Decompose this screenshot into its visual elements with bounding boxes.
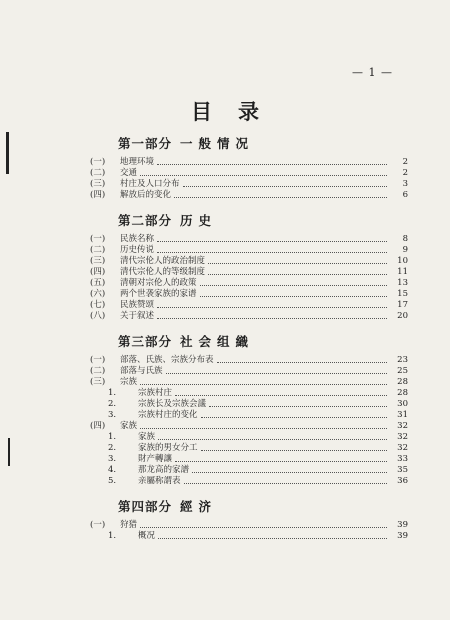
leader-dots: [157, 252, 387, 253]
toc-section: [90, 497, 408, 542]
entry-page: 35: [397, 465, 408, 475]
leader-dots: [217, 362, 387, 363]
entry-page: 28: [397, 388, 408, 398]
entry-number: (二): [90, 366, 106, 376]
entry-label: 亲屬称謂表: [138, 476, 181, 486]
entry-label: 关于叙述: [120, 311, 155, 321]
entry-label: 民族赞颂: [120, 300, 155, 310]
page-number: — 1 —: [352, 66, 393, 79]
table-of-contents: [90, 134, 408, 552]
toc-entry: [90, 300, 408, 311]
entry-number: (一): [90, 520, 106, 530]
entry-page: 39: [397, 531, 408, 541]
leader-dots: [208, 263, 387, 264]
leader-dots: [200, 285, 387, 286]
entry-page: 9: [402, 245, 408, 255]
entry-number: (二): [90, 245, 106, 255]
entry-number: (四): [90, 190, 106, 200]
toc-entry: [90, 432, 408, 443]
leader-dots: [166, 373, 387, 374]
entry-label: 交通: [120, 168, 138, 178]
entry-page: 39: [397, 520, 408, 530]
toc-entry: [90, 355, 408, 366]
entry-label: 解放后的变化: [120, 190, 172, 200]
entry-label: 家族的男女分工: [138, 443, 198, 453]
entry-number: 3.: [108, 410, 117, 420]
entry-label: 家族: [120, 421, 138, 431]
entry-label: 宗族长及宗族会議: [138, 399, 207, 409]
entry-page: 30: [397, 399, 408, 409]
entry-label: 狩猎: [120, 520, 138, 530]
section-heading: [118, 497, 408, 515]
leader-dots: [175, 395, 387, 396]
entry-number: (一): [90, 157, 106, 167]
entry-number: (七): [90, 300, 106, 310]
entry-label: 民族名称: [120, 234, 155, 244]
toc-entry: [90, 157, 408, 168]
leader-dots: [157, 241, 387, 242]
entry-label: 两个世袭家族的家谱: [120, 289, 197, 299]
entry-label: 清代宗伦人的政治制度: [120, 256, 206, 266]
toc-entry: [90, 234, 408, 245]
section-heading: [118, 211, 408, 229]
toc-entry: [90, 454, 408, 465]
entry-number: (六): [90, 289, 106, 299]
toc-entry: [90, 410, 408, 421]
section-name: 历史: [180, 213, 218, 228]
toc-entry: [90, 520, 408, 531]
section-name: 一般情况: [180, 136, 255, 151]
section-name: 經济: [180, 499, 218, 514]
leader-dots: [157, 318, 387, 319]
leader-dots: [208, 274, 387, 275]
section-part-label: 第四部分: [118, 499, 173, 514]
entry-label: 清朝对宗伦人的政策: [120, 278, 197, 288]
entry-number: (二): [90, 168, 106, 178]
entry-label: 宗族村庄的变化: [138, 410, 198, 420]
entry-page: 20: [397, 311, 408, 321]
entry-number: 5.: [108, 476, 117, 486]
toc-entry: [90, 399, 408, 410]
toc-entry: [90, 168, 408, 179]
toc-entry: [90, 531, 408, 542]
entry-label: 那龙高的家譜: [138, 465, 190, 475]
leader-dots: [201, 417, 387, 418]
entry-label: 概况: [138, 531, 156, 541]
toc-entry: [90, 311, 408, 322]
entry-page: 10: [397, 256, 408, 266]
entry-label: 清代宗伦人的等级制度: [120, 267, 206, 277]
entry-page: 32: [397, 421, 408, 431]
entry-page: 13: [397, 278, 408, 288]
leader-dots: [140, 428, 387, 429]
section-part-label: 第三部分: [118, 334, 173, 349]
entry-page: 2: [402, 157, 408, 167]
leader-dots: [209, 406, 387, 407]
entry-page: 8: [402, 234, 408, 244]
entry-page: 23: [397, 355, 408, 365]
entry-page: 36: [397, 476, 408, 486]
leader-dots: [175, 461, 387, 462]
toc-section: [90, 211, 408, 322]
entry-page: 31: [397, 410, 408, 420]
entry-number: 3.: [108, 454, 117, 464]
toc-entry: [90, 377, 408, 388]
toc-section: [90, 134, 408, 201]
leader-dots: [200, 296, 387, 297]
binding-mark-top: [6, 132, 9, 174]
leader-dots: [158, 439, 387, 440]
entry-page: 32: [397, 432, 408, 442]
entry-page: 3: [402, 179, 408, 189]
leader-dots: [183, 186, 387, 187]
entry-number: (五): [90, 278, 106, 288]
leader-dots: [140, 384, 387, 385]
entry-page: 15: [397, 289, 408, 299]
entry-number: (三): [90, 179, 106, 189]
entry-label: 宗族: [120, 377, 138, 387]
toc-entry: [90, 388, 408, 399]
toc-entry: [90, 267, 408, 278]
toc-entry: [90, 256, 408, 267]
toc-entry: [90, 289, 408, 300]
leader-dots: [192, 472, 387, 473]
entry-number: (八): [90, 311, 106, 321]
entry-label: 部落、氏族、宗族分布表: [120, 355, 214, 365]
entry-number: 1.: [108, 388, 117, 398]
entry-number: 4.: [108, 465, 117, 475]
entry-label: 家族: [138, 432, 156, 442]
entry-number: 1.: [108, 432, 117, 442]
leader-dots: [201, 450, 387, 451]
toc-entry: [90, 245, 408, 256]
leader-dots: [184, 483, 387, 484]
entry-page: 6: [402, 190, 408, 200]
entry-label: 宗族村庄: [138, 388, 173, 398]
section-part-label: 第一部分: [118, 136, 173, 151]
entry-number: (一): [90, 355, 106, 365]
entry-number: (四): [90, 421, 106, 431]
entry-page: 2: [402, 168, 408, 178]
entry-label: 历史传说: [120, 245, 155, 255]
entry-page: 28: [397, 377, 408, 387]
toc-entry: [90, 476, 408, 487]
toc-entry: [90, 443, 408, 454]
toc-section: [90, 332, 408, 487]
leader-dots: [140, 175, 387, 176]
entry-page: 11: [397, 267, 408, 277]
entry-page: 32: [397, 443, 408, 453]
entry-page: 25: [397, 366, 408, 376]
toc-entry: [90, 190, 408, 201]
entry-number: (一): [90, 234, 106, 244]
leader-dots: [158, 538, 387, 539]
toc-entry: [90, 278, 408, 289]
toc-entry: [90, 465, 408, 476]
leader-dots: [157, 164, 387, 165]
entry-number: (三): [90, 377, 106, 387]
entry-number: (四): [90, 267, 106, 277]
toc-entry: [90, 366, 408, 377]
entry-number: 1.: [108, 531, 117, 541]
entry-label: 村庄及人口分布: [120, 179, 180, 189]
leader-dots: [140, 527, 387, 528]
section-heading: [118, 134, 408, 152]
toc-entry: [90, 421, 408, 432]
entry-label: 地理环境: [120, 157, 155, 167]
toc-entry: [90, 179, 408, 190]
entry-number: 2.: [108, 443, 117, 453]
entry-number: 2.: [108, 399, 117, 409]
section-part-label: 第二部分: [118, 213, 173, 228]
entry-page: 17: [397, 300, 408, 310]
section-name: 社会组織: [180, 334, 255, 349]
leader-dots: [157, 307, 387, 308]
leader-dots: [174, 197, 387, 198]
entry-label: 財产轉讓: [138, 454, 173, 464]
section-heading: [118, 332, 408, 350]
entry-label: 部落与氏族: [120, 366, 163, 376]
binding-mark-bottom: [8, 438, 10, 466]
entry-page: 33: [397, 454, 408, 464]
entry-number: (三): [90, 256, 106, 266]
page-title: 目录: [191, 99, 285, 124]
